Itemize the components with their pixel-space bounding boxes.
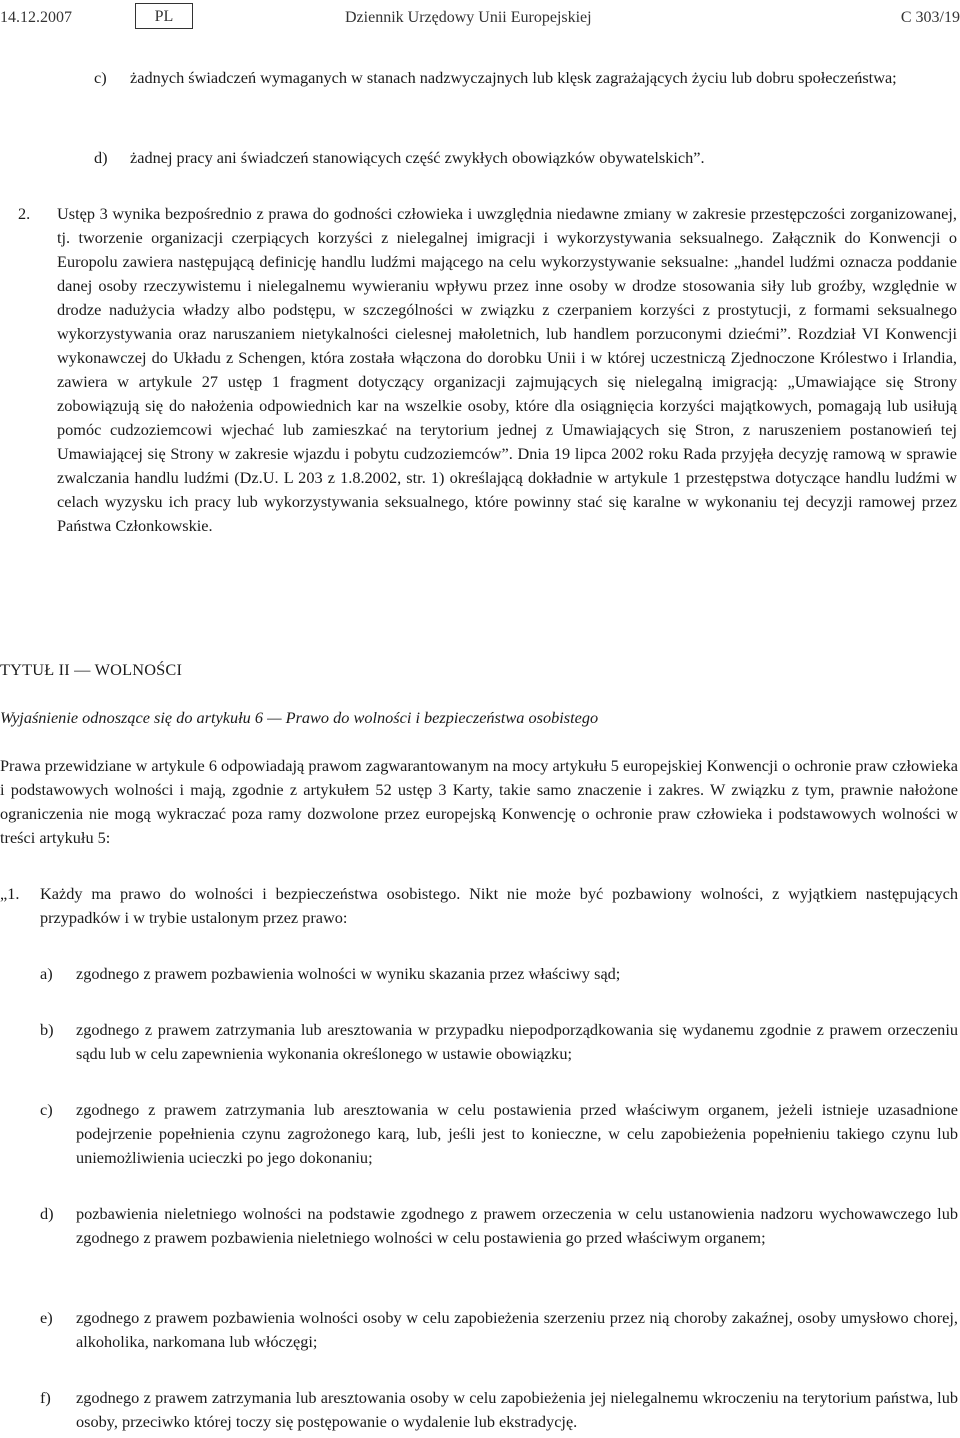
point-number: „1.: [0, 884, 20, 903]
list-item-text: zgodnego z prawem zatrzymania lub aresztowania w przypadku niepodporządkowania się wydanemu zgodnie z prawem orzeczeniu sądu lub w celu zapewnienia wykonania określonego w ustawie obowiązku;: [76, 1020, 958, 1063]
header-date: 14.12.2007: [0, 9, 72, 26]
list-item-label: a): [40, 964, 53, 983]
language-box: PL: [135, 3, 193, 29]
list-item-text: żadnych świadczeń wymaganych w stanach nadzwyczajnych lub klęsk zagrażających życiu lub dobru społeczeństwa;: [130, 68, 897, 87]
list-item-text: zgodnego z prawem zatrzymania lub aresztowania osoby w celu zapobieżenia jej nielegalnemu wkroczeniu na terytorium państwa, lub osoby, przeciwko której toczy się postępowanie o wydalenie lub ekstradycję.: [76, 1388, 958, 1431]
list-item-text: pozbawienia nieletniego wolności na podstawie zgodnego z prawem orzeczenia w celu ustanowienia nadzoru wychowawczego lub zgodnego z prawem pozbawienia nieletniego wolności w celu postawienia go przed właściwym organem;: [76, 1204, 958, 1247]
point-number: 2.: [18, 204, 31, 223]
section-title: TYTUŁ II — WOLNOŚCI: [0, 660, 183, 679]
list-item-label: c): [94, 68, 107, 87]
point-text: Ustęp 3 wynika bezpośrednio z prawa do godności człowieka i uwzględnia niedawne zmiany w zakresie przestępczości zorganizowanej, tj. tworzenie organizacji czerpiących korzyści z nielegalnej imigracji i wykorzystywania seksualnego. Załącznik do Konwencji o Europolu zawiera następującą definicję handlu ludźmi mającego na celu wykorzystywanie seksualne: „handel ludźmi oznacza poddanie danej osoby rzeczywistemu i nielegalnemu wywieraniu wpływu przez inne osoby w drodze stosowania siły lub groźby, względnie w drodze nadużycia władzy albo podstępu, w szczególności w związku z czerpaniem korzyści z prostytucji, z formami seksualnego wykorzystywania oraz naruszaniem nietykalności cielesnej małoletnich, lub handlem porzuconymi dziećmi”. Rozdział VI Konwencji wykonawczej do Układu z Schengen, która została włączona do dorobku Unii i w której uczestniczą Zjednoczone Królestwo i Irlandia, zawiera w artykule 27 ustęp 1 fragment dotyczący organizacji zajmujących się nielegalną imigracją: „Umawiające się Strony zobowiązują się do nałożenia odpowiednich kar na wszelkie osoby, które dla osiągnięcia korzyści majątkowych, pomagają lub usiłują pomóc cudzoziemcowi wjechać lub zamieszkać na terytorium jednej z Umawiających się Stron, z naruszeniem postanowień tej Umawiającej się Strony w zakresie wjazdu i pobytu cudzoziemców”. Dnia 19 lipca 2002 roku Rada przyjęła decyzję ramową w sprawie zwalczania handlu ludźmi (Dz.U. L 203 z 1.8.2002, str. 1) określającą dokładnie w artykule 1 przestępstwa dotyczące handlu ludźmi w celach wyzysku ich pracy lub wykorzystywania seksualnego, które powinny stać się karalne w wykonaniu tej decyzji ramowej przez Państwa Członkowskie.: [57, 204, 957, 535]
point-text: Każdy ma prawo do wolności i bezpieczeństwa osobistego. Nikt nie może być pozbawiony wolności, z wyjątkiem następujących przypadków i w trybie ustalonym przez prawo:: [40, 884, 958, 927]
list-item-text: żadnej pracy ani świadczeń stanowiących część zwykłych obowiązków obywatelskich”.: [130, 148, 705, 167]
list-item-label: e): [40, 1308, 53, 1327]
list-item-text: zgodnego z prawem pozbawienia wolności osoby w celu zapobieżenia szerzeniu przez nią choroby zakaźnej, osoby umysłowo chorej, alkoholika, narkomana lub włóczęgi;: [76, 1308, 958, 1351]
list-item-text: zgodnego z prawem pozbawienia wolności w wyniku skazania przez właściwy sąd;: [76, 964, 621, 983]
list-item-label: b): [40, 1020, 54, 1039]
list-item-label: c): [40, 1100, 53, 1119]
body-paragraph: Prawa przewidziane w artykule 6 odpowiadają prawom zagwarantowanym na mocy artykułu 5 europejskiej Konwencji o ochronie praw człowieka i podstawowych wolności i mają, zgodnie z artykułem 52 ustęp 3 Karty, takie samo znaczenie i zakres. W związku z tym, prawnie nałożone ograniczenia nie mogą wykraczać poza ramy dozwolone przez europejską Konwencję o ochronie praw człowieka i podstawowych wolności w treści artykułu 5:: [0, 756, 958, 847]
section-subtitle: Wyjaśnienie odnoszące się do artykułu 6 — Prawo do wolności i bezpieczeństwa osobistego: [0, 708, 599, 727]
list-item-text: zgodnego z prawem zatrzymania lub aresztowania w celu postawienia przed właściwym organem, jeżeli istnieje uzasadnione podejrzenie popełnienia czynu zagrożonego karą, lub, jeśli jest to konieczne, w celu zapobieżenia popełnieniu takiego czynu lub uniemożliwienia ucieczki po jego dokonaniu;: [76, 1100, 958, 1167]
page-reference: C 303/19: [900, 9, 960, 26]
page-header: [0, 3, 960, 29]
list-item-label: f): [40, 1388, 51, 1407]
journal-title: Dziennik Urzędowy Unii Europejskiej: [345, 9, 592, 26]
list-item-label: d): [40, 1204, 54, 1223]
list-item-label: d): [94, 148, 108, 167]
